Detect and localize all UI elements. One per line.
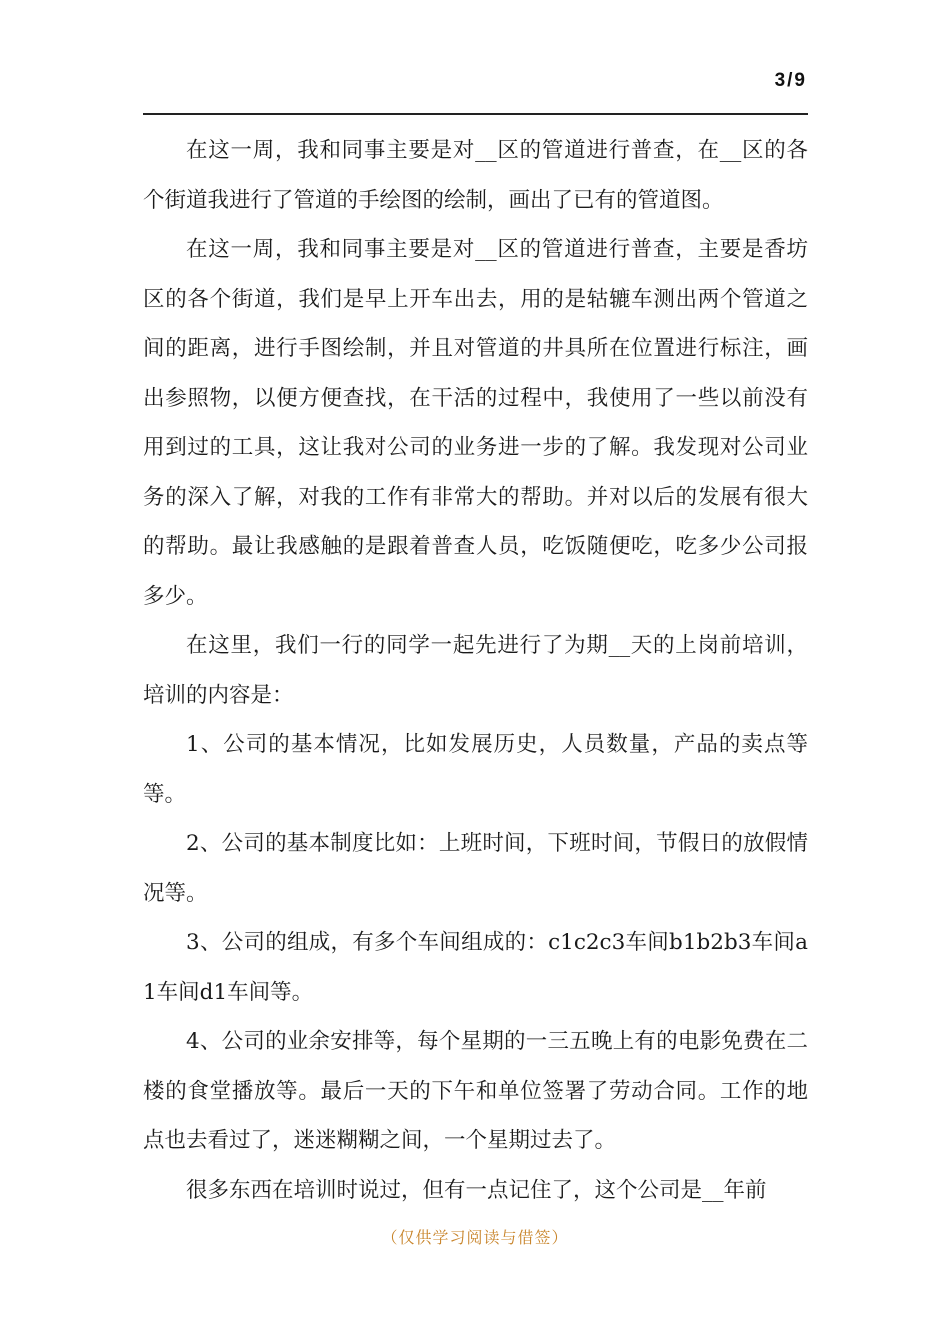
paragraph-8: 很多东西在培训时说过，但有一点记住了，这个公司是__年前 — [186, 1177, 767, 1203]
document-body — [143, 126, 808, 1215]
paragraph-2: 在这一周，我和同事主要是对__区的管道进行普查，主要是香坊区的各个街道，我们是早上开车出去，用的是轱辘车测出两个管道之间的距离，进行手图绘制，并且对管道的井具所在位置进行标注，画出参照物，以便方便查找，在干活的过程中，我使用了一些以前没有用到过的工具，这让我对公司的业务进一步的了解。我发现对公司业务的深入了解，对我的工作有非常大的帮助。并对以后的发展有很大的帮助。最让我感触的是跟着普查人员，吃饭随便吃，吃多少公司报多少。 — [143, 237, 808, 609]
paragraph-6: 3、公司的组成，有多个车间组成的：c1c2c3车间b1b2b3车间a1车间d1车间等。 — [143, 930, 808, 1005]
paragraph-7: 4、公司的业余安排等，每个星期的一三五晚上有的电影免费在二楼的食堂播放等。最后一天的下午和单位签署了劳动合同。工作的地点也去看过了，迷迷糊糊之间，一个星期过去了。 — [143, 1029, 808, 1153]
paragraph-3: 在这里，我们一行的同学一起先进行了为期__天的上岗前培训，培训的内容是： — [143, 633, 808, 708]
header-divider — [143, 113, 808, 115]
paragraph-4: 1、公司的基本情况，比如发展历史，人员数量，产品的卖点等等。 — [143, 732, 808, 807]
paragraph-5: 2、公司的基本制度比如：上班时间，下班时间，节假日的放假情况等。 — [143, 831, 808, 906]
page-number: 3/9 — [774, 70, 807, 91]
footer-note: （仅供学习阅读与借签） — [381, 1228, 569, 1247]
paragraph-1: 在这一周，我和同事主要是对__区的管道进行普查，在__区的各个街道我进行了管道的手绘图的绘制，画出了已有的管道图。 — [143, 138, 808, 213]
